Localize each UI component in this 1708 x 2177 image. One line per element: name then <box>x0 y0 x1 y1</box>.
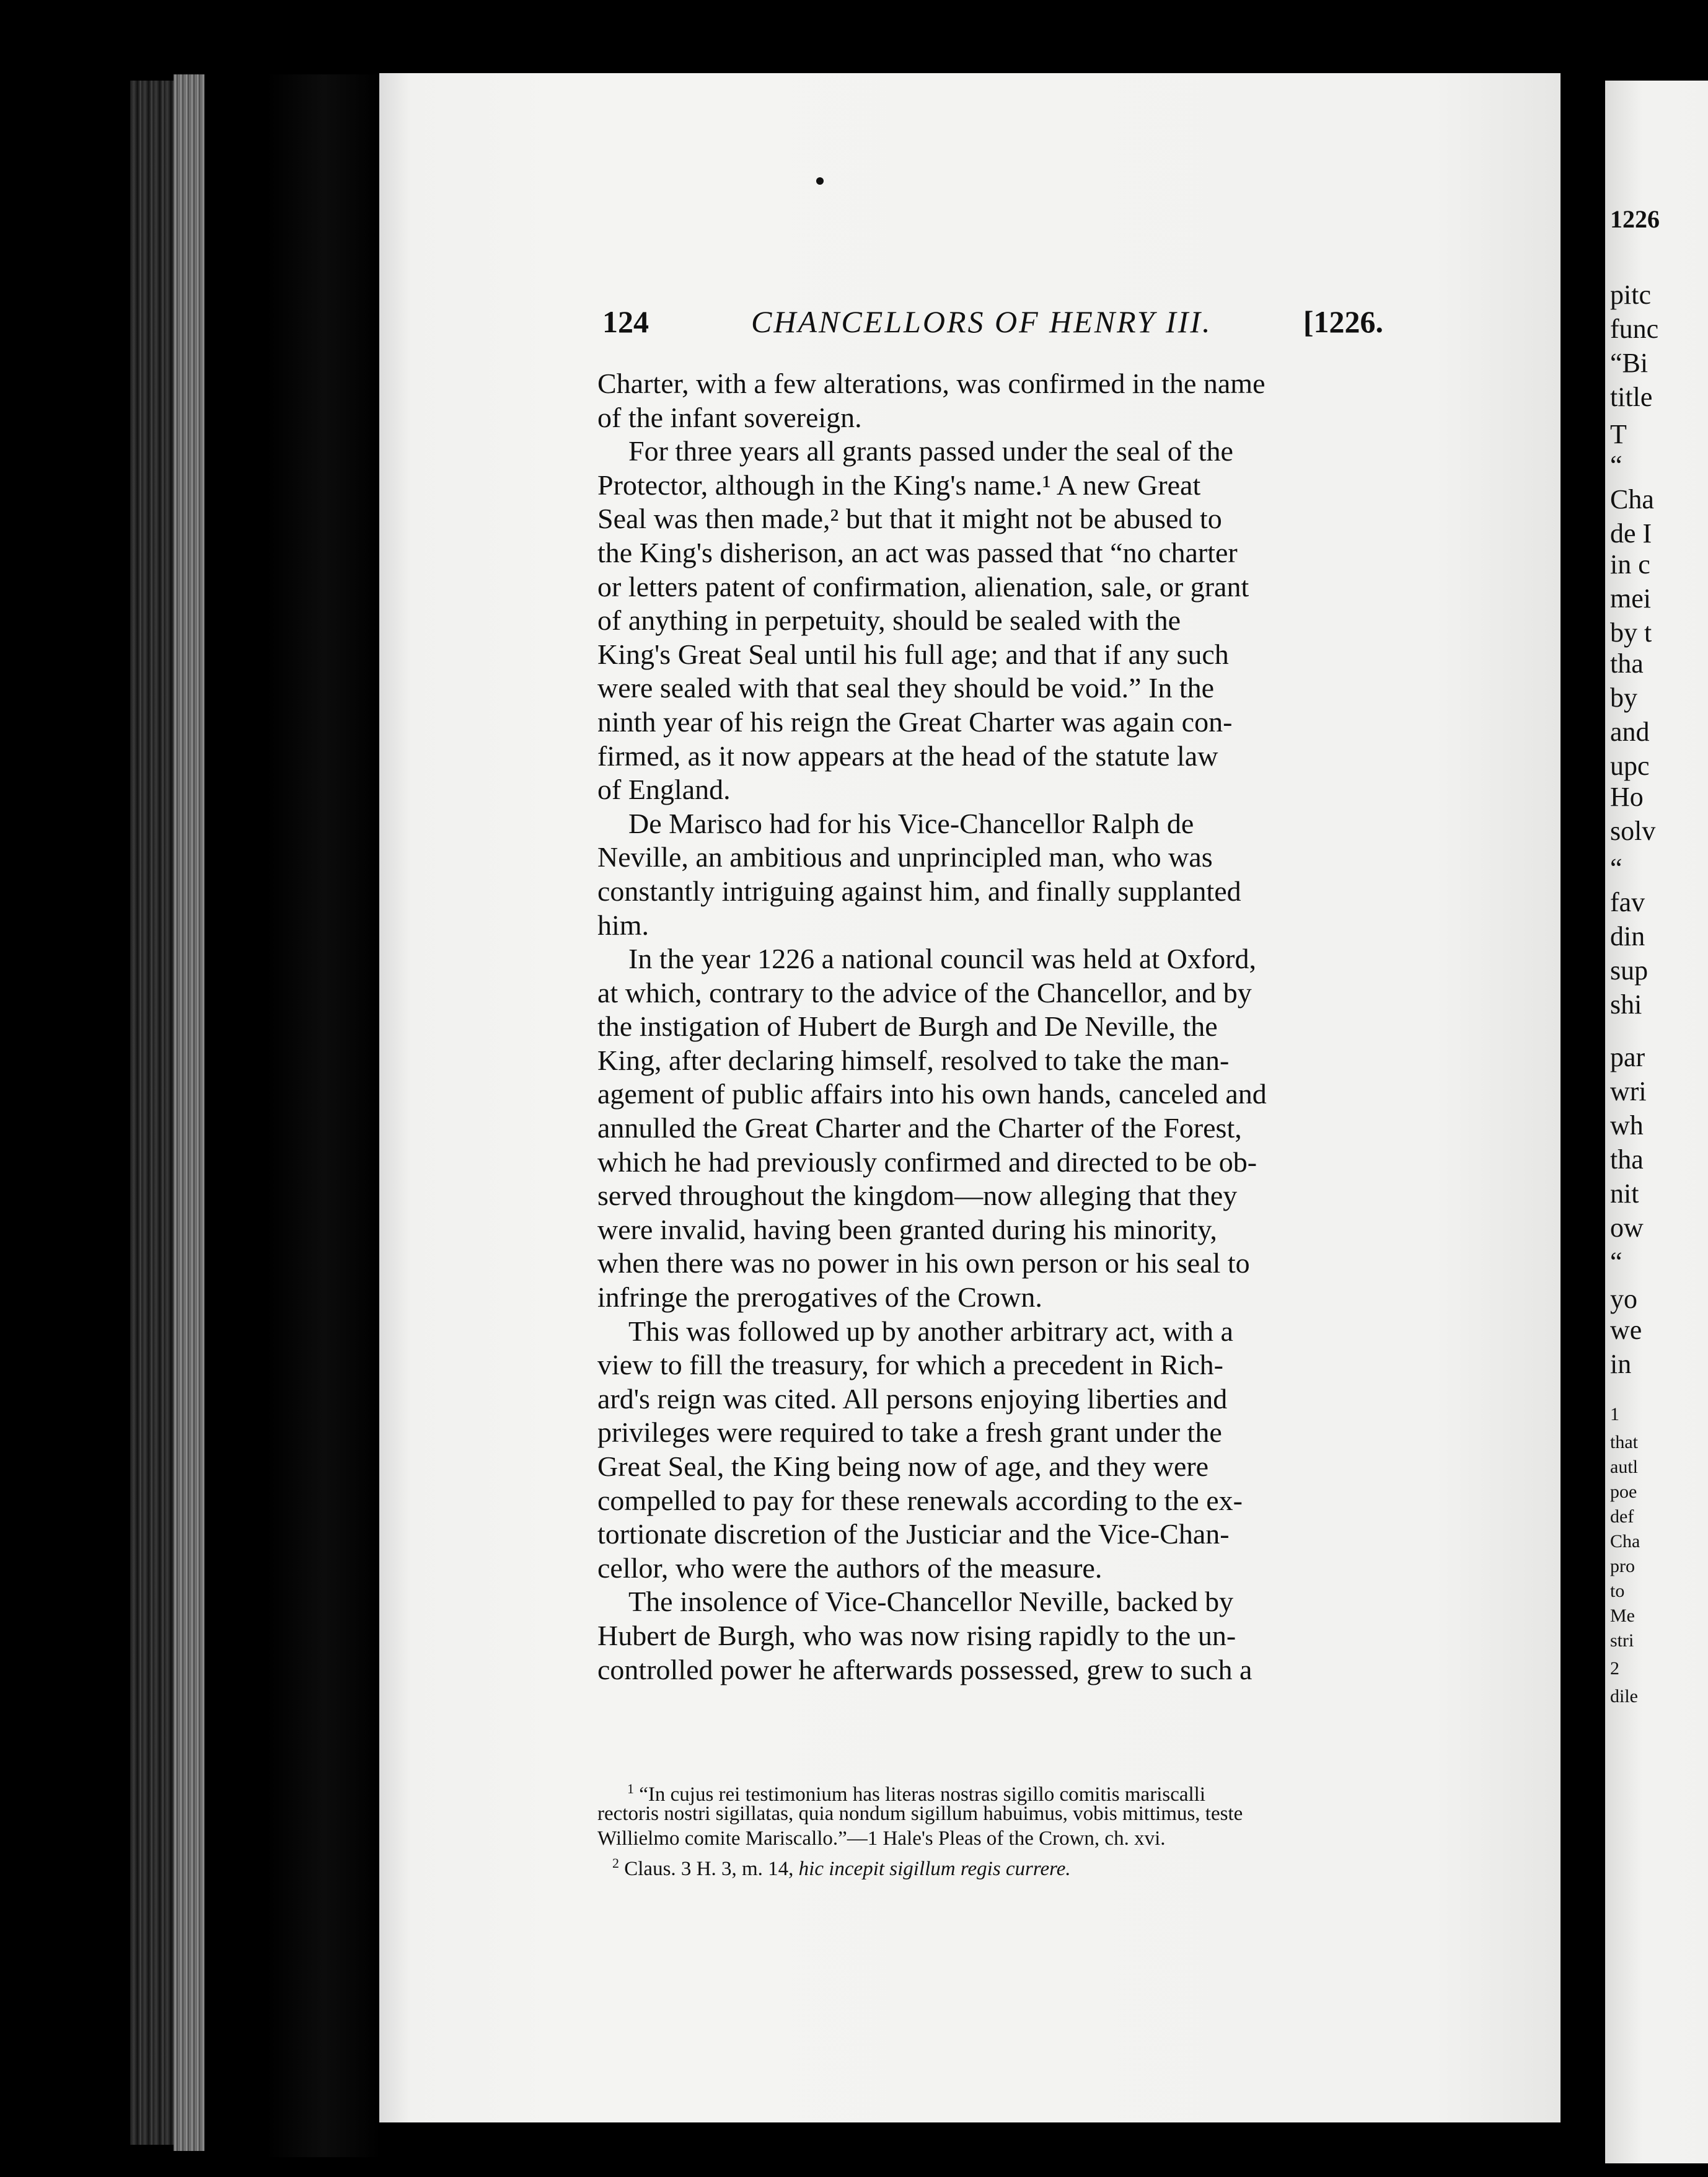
footnote-2-italic: hic incepit sigillum regis currere. <box>798 1858 1071 1880</box>
facing-page-text-fragment: de I <box>1610 518 1652 549</box>
facing-page-text-fragment: 2 <box>1610 1658 1619 1679</box>
body-line: controlled power he afterwards possessed, grew to such a <box>597 1653 1252 1685</box>
page-number: 124 <box>602 304 649 339</box>
facing-page-text-fragment: title <box>1610 382 1653 412</box>
facing-page-text-fragment: def <box>1610 1506 1634 1527</box>
facing-page-text-fragment: to <box>1610 1581 1625 1601</box>
body-line: agement of public affairs into his own hands, canceled and <box>597 1078 1267 1110</box>
body-text <box>597 367 1472 1687</box>
body-line: view to fill the treasury, for which a precedent in Rich- <box>597 1349 1223 1381</box>
facing-page-text-fragment: and <box>1610 717 1650 747</box>
facing-page-text-fragment: by <box>1610 682 1637 713</box>
body-line: In the year 1226 a national council was held at Oxford, <box>628 943 1256 975</box>
body-line: or letters patent of confirmation, alienation, sale, or grant <box>597 570 1249 603</box>
facing-page-text-fragment: upc <box>1610 751 1650 781</box>
facing-page-text-fragment: fav <box>1610 887 1645 917</box>
footnote-2 <box>597 1851 1472 1880</box>
header-year: [1226. <box>1303 304 1383 339</box>
body-line: King's Great Seal until his full age; and that if any such <box>597 638 1229 670</box>
facing-page-text-fragment: “Bi <box>1610 348 1649 378</box>
facing-page-text-fragment: sup <box>1610 955 1649 986</box>
body-line: De Marisco had for his Vice-Chancellor Ralph de <box>628 807 1194 839</box>
facing-page-text-fragment: pitc <box>1610 280 1651 310</box>
body-line: when there was no power in his own person or his seal to <box>597 1247 1250 1279</box>
facing-page-fragment <box>1605 81 1708 2163</box>
facing-page-text-fragment: that <box>1610 1432 1638 1452</box>
footnote-1-line-3: Willielmo comite Mariscallo.”—1 Hale's Pleas of the Crown, ch. xvi. <box>597 1827 1166 1850</box>
facing-page-text-fragment: 1 <box>1610 1404 1619 1424</box>
footnotes <box>597 1777 1472 1880</box>
body-line: Seal was then made,² but that it might not be abused to <box>597 503 1222 535</box>
facing-page-text-fragment: “ <box>1610 1247 1622 1277</box>
body-line: the King's disherison, an act was passed that “no charter <box>597 536 1238 568</box>
facing-page-text-fragment: solv <box>1610 816 1656 846</box>
footnote-1-text: “In cujus rei testimonium has literas nostras sigillo comitis mariscalli <box>639 1783 1206 1806</box>
facing-page-text-fragment: stri <box>1610 1630 1634 1651</box>
facing-page-text-fragment: ow <box>1610 1212 1644 1243</box>
facing-page-text-fragment: par <box>1610 1042 1645 1072</box>
facing-page-text-fragment: 1226 <box>1610 205 1660 233</box>
body-line: ninth year of his reign the Great Charter was again con- <box>597 705 1233 738</box>
body-line: of England. <box>597 774 731 806</box>
facing-page-text-fragment: poe <box>1610 1482 1637 1502</box>
page-edges <box>174 74 205 2151</box>
body-line: The insolence of Vice-Chancellor Neville, backed by <box>628 1586 1234 1618</box>
facing-page-text-fragment: wri <box>1610 1076 1647 1106</box>
body-line: firmed, as it now appears at the head of the statute law <box>597 740 1218 772</box>
facing-page-text-fragment: tha <box>1610 648 1644 679</box>
facing-page-text-fragment: dile <box>1610 1686 1638 1707</box>
facing-page-text-fragment: by t <box>1610 617 1652 648</box>
footnote-2-text: Claus. 3 H. 3, m. 14, <box>624 1858 799 1880</box>
facing-page-text-fragment: nit <box>1610 1178 1639 1209</box>
facing-page-text-fragment: yo <box>1610 1284 1637 1314</box>
facing-page-text-fragment: func <box>1610 314 1659 344</box>
body-line: cellor, who were the authors of the measure. <box>597 1552 1103 1584</box>
body-line: King, after declaring himself, resolved to take the man- <box>597 1044 1230 1076</box>
left-page <box>379 73 1561 2122</box>
body-line: at which, contrary to the advice of the Chancellor, and by <box>597 976 1252 1009</box>
facing-page-text-fragment: shi <box>1610 989 1642 1020</box>
footnote-1-marker: 1 <box>627 1781 634 1796</box>
body-line: of anything in perpetuity, should be sealed with the <box>597 604 1181 637</box>
running-title: CHANCELLORS OF HENRY III. <box>751 304 1212 339</box>
body-line: were invalid, having been granted during his minority, <box>597 1213 1217 1245</box>
body-line: the instigation of Hubert de Burgh and De Neville, the <box>597 1010 1218 1043</box>
facing-page-text-fragment: we <box>1610 1315 1642 1345</box>
printing-mark <box>816 177 824 185</box>
body-line: privileges were required to take a fresh grant under the <box>597 1416 1222 1449</box>
body-line: Great Seal, the King being now of age, and they were <box>597 1451 1209 1482</box>
facing-page-text-fragment: Ho <box>1610 782 1644 812</box>
body-line: annulled the Great Charter and the Charter of the Forest, <box>597 1112 1242 1144</box>
facing-page-text-fragment: pro <box>1610 1556 1635 1576</box>
body-line: For three years all grants passed under the seal of the <box>628 435 1233 467</box>
body-line: him. <box>597 909 649 941</box>
body-line: were sealed with that seal they should be void.” In the <box>597 672 1215 704</box>
body-line: compelled to pay for these renewals according to the ex- <box>597 1484 1243 1516</box>
facing-page-text-fragment: tha <box>1610 1144 1644 1175</box>
facing-page-text-fragment: in <box>1610 1349 1632 1379</box>
facing-page-text-fragment: T <box>1610 419 1627 449</box>
facing-page-text-fragment: “ <box>1610 450 1622 480</box>
body-line: Hubert de Burgh, who was now rising rapidly to the un- <box>597 1619 1236 1651</box>
body-line: This was followed up by another arbitrary act, with a <box>628 1315 1233 1347</box>
footnote-2-marker: 2 <box>612 1855 619 1871</box>
body-line: which he had previously confirmed and directed to be ob- <box>597 1146 1257 1178</box>
footnote-1-line-2: rectoris nostri sigillatas, quia nondum sigillum habuimus, vobis mittimus, teste <box>597 1803 1243 1825</box>
body-line: Neville, an ambitious and unprincipled man, who was <box>597 841 1213 873</box>
facing-page-text-fragment: in c <box>1610 549 1650 580</box>
body-line: of the infant sovereign. <box>597 401 862 433</box>
gutter-shadow <box>266 74 381 2157</box>
running-header <box>602 304 1383 347</box>
body-line: Protector, although in the King's name.¹ A new Great <box>597 469 1201 501</box>
footnote-1-line-1 <box>597 1777 1472 1806</box>
body-line: ard's reign was cited. All persons enjoying liberties and <box>597 1382 1228 1415</box>
facing-page-text-fragment: Cha <box>1610 1531 1640 1552</box>
facing-page-text-fragment: wh <box>1610 1110 1644 1141</box>
body-line: Charter, with a few alterations, was confirmed in the name <box>597 368 1266 399</box>
body-line: constantly intriguing against him, and finally supplanted <box>597 875 1241 907</box>
facing-page-text-fragment: autl <box>1610 1457 1638 1477</box>
facing-page-text-fragment: Me <box>1610 1605 1635 1626</box>
facing-page-text-fragment: mei <box>1610 583 1651 614</box>
facing-page-text-fragment: “ <box>1610 853 1622 883</box>
facing-page-text-fragment: Cha <box>1610 484 1654 514</box>
body-line: infringe the prerogatives of the Crown. <box>597 1281 1042 1314</box>
facing-page-text-fragment: din <box>1610 921 1645 952</box>
body-line: tortionate discretion of the Justiciar and the Vice-Chan- <box>597 1518 1230 1550</box>
body-line: served throughout the kingdom—now alleging that they <box>597 1180 1238 1212</box>
